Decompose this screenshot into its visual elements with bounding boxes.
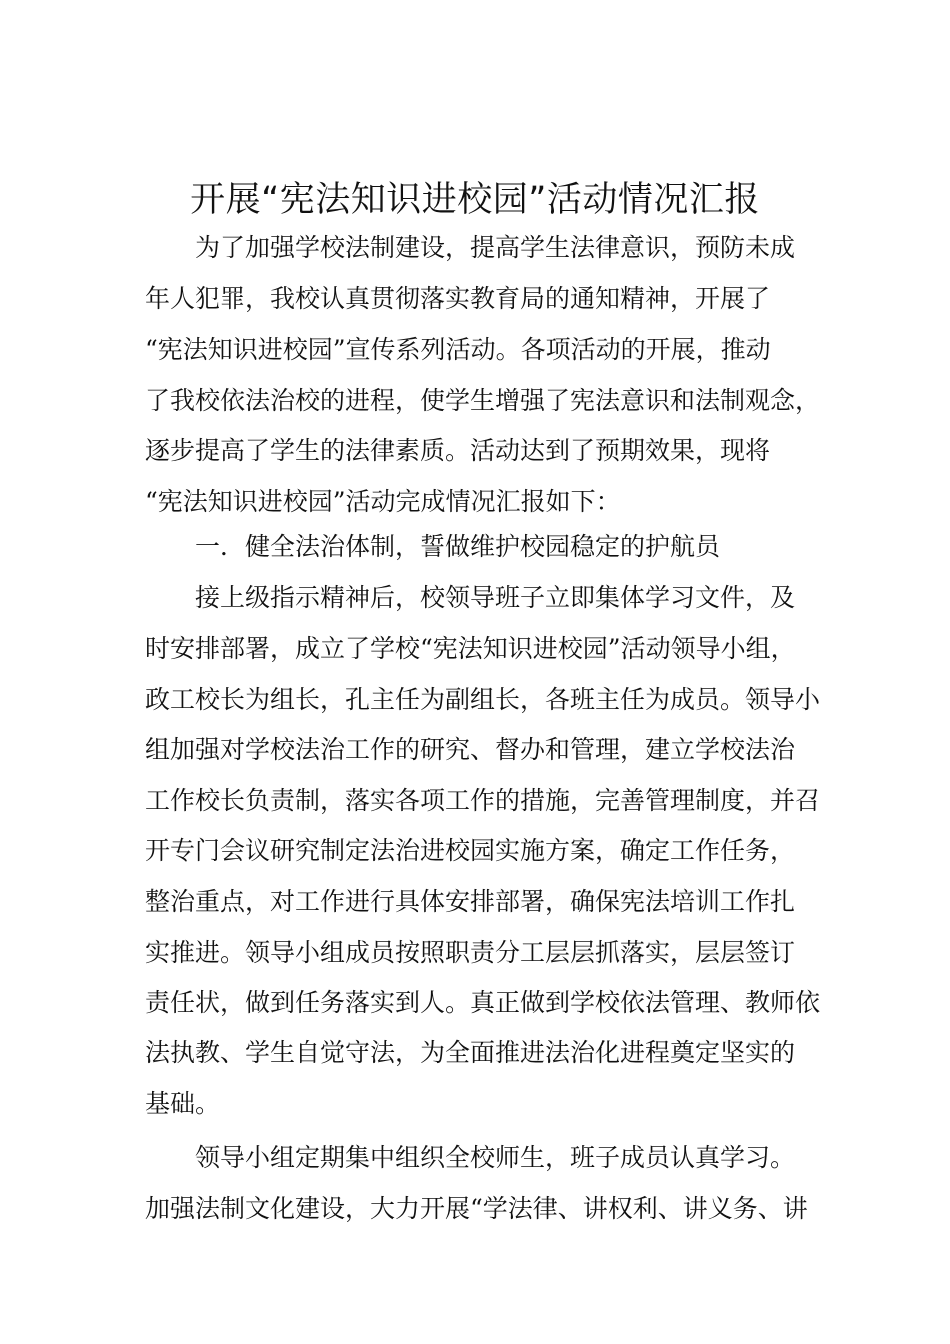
paragraph-line: 领导小组定期集中组织全校师生，班子成员认真学习。: [195, 1143, 796, 1172]
paragraph-line: “宪法知识进校园”宣传系列活动。各项活动的开展，推动: [145, 335, 771, 364]
paragraph-line: 组加强对学校法治工作的研究、督办和管理，建立学校法治: [145, 735, 796, 764]
paragraph-line: 开专门会议研究制定法治进校园实施方案，确定工作任务，: [145, 836, 796, 865]
paragraph-line: 整治重点，对工作进行具体安排部署，确保宪法培训工作扎: [145, 887, 796, 916]
paragraph-line: 实推进。领导小组成员按照职责分工层层抓落实，层层签订: [145, 938, 796, 967]
section-heading: 一．健全法治体制，誓做维护校园稳定的护航员: [195, 532, 721, 561]
document-title: 开展“宪法知识进校园”活动情况汇报: [190, 180, 760, 220]
paragraph-line: 政工校长为组长，孔主任为副组长，各班主任为成员。领导小: [145, 685, 821, 714]
paragraph-line: 时安排部署，成立了学校“宪法知识进校园”活动领导小组，: [145, 634, 796, 663]
paragraph-line: “宪法知识进校园”活动完成情况汇报如下：: [145, 487, 621, 516]
paragraph-line: 加强法制文化建设，大力开展“学法律、讲权利、讲义务、讲: [145, 1194, 808, 1223]
paragraph-line: 法执教、学生自觉守法，为全面推进法治化进程奠定坚实的: [145, 1038, 796, 1067]
paragraph-line: 逐步提高了学生的法律素质。活动达到了预期效果，现将: [145, 436, 771, 465]
paragraph-line: 责任状，做到任务落实到人。真正做到学校依法管理、教师依: [145, 988, 821, 1017]
paragraph-line: 为了加强学校法制建设，提高学生法律意识，预防未成: [195, 233, 796, 262]
paragraph-line: 了我校依法治校的进程，使学生增强了宪法意识和法制观念，: [145, 386, 821, 415]
paragraph-line: 基础。: [145, 1089, 221, 1118]
paragraph-line: 接上级指示精神后，校领导班子立即集体学习文件，及: [195, 583, 796, 612]
paragraph-line: 工作校长负责制，落实各项工作的措施，完善管理制度，并召: [145, 786, 821, 815]
paragraph-line: 年人犯罪，我校认真贯彻落实教育局的通知精神，开展了: [145, 284, 771, 313]
